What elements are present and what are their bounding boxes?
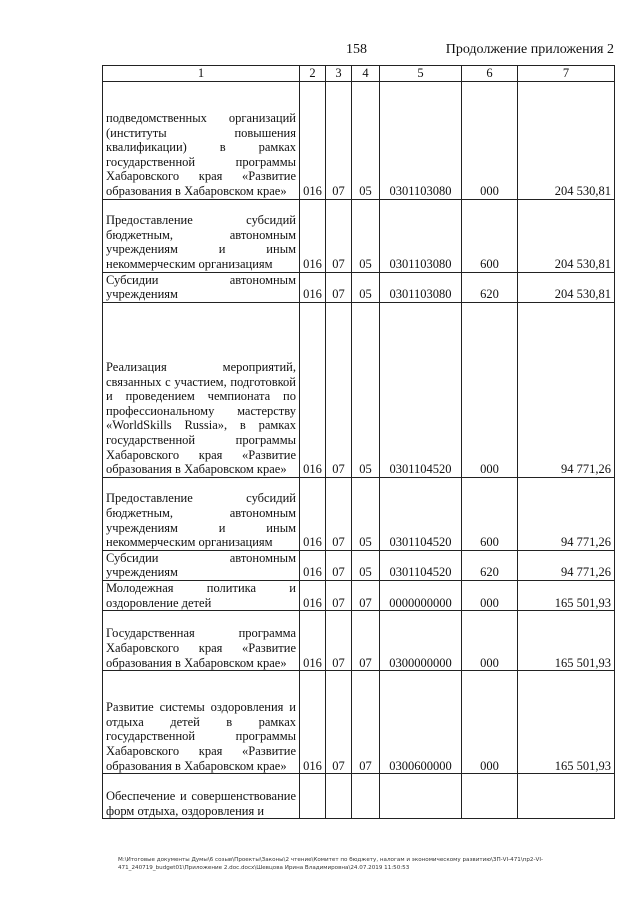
row-value-cell: 07 bbox=[326, 550, 352, 580]
row-value-cell: 165 501,93 bbox=[518, 580, 615, 610]
row-value-cell: 0301103080 bbox=[380, 272, 462, 302]
row-value-cell: 05 bbox=[352, 550, 380, 580]
row-value-cell: 05 bbox=[352, 302, 380, 477]
row-value-cell: 204 530,81 bbox=[518, 81, 615, 199]
row-value-cell: 0301104520 bbox=[380, 302, 462, 477]
row-value-cell: 016 bbox=[300, 81, 326, 199]
table-row bbox=[103, 671, 615, 774]
row-value-cell: 620 bbox=[462, 550, 518, 580]
row-value-cell: 05 bbox=[352, 477, 380, 550]
row-value-cell bbox=[300, 774, 326, 819]
row-value-cell: 05 bbox=[352, 199, 380, 272]
row-value-cell: 016 bbox=[300, 199, 326, 272]
row-value-cell: 07 bbox=[352, 580, 380, 610]
row-value-cell: 000 bbox=[462, 81, 518, 199]
table-row bbox=[103, 550, 615, 580]
table-row bbox=[103, 272, 615, 302]
row-value-cell: 016 bbox=[300, 302, 326, 477]
row-value-cell: 204 530,81 bbox=[518, 199, 615, 272]
table-header-row bbox=[103, 66, 615, 82]
row-value-cell: 07 bbox=[326, 477, 352, 550]
row-value-cell: 165 501,93 bbox=[518, 671, 615, 774]
row-value-cell: 204 530,81 bbox=[518, 272, 615, 302]
row-name-cell: Развитие системы оздоровления и отдыха детей в рамках государственной программы Хабаровского края «Развитие образования в Хабаровском крае» bbox=[103, 671, 300, 774]
continuation-label: Продолжение приложения 2 bbox=[445, 42, 614, 57]
column-header: 4 bbox=[352, 66, 380, 82]
row-value-cell: 07 bbox=[326, 81, 352, 199]
row-value-cell: 600 bbox=[462, 199, 518, 272]
row-value-cell: 0300000000 bbox=[380, 611, 462, 671]
table-row bbox=[103, 199, 615, 272]
row-value-cell: 165 501,93 bbox=[518, 611, 615, 671]
column-header: 7 bbox=[518, 66, 615, 82]
row-value-cell bbox=[380, 774, 462, 819]
row-value-cell: 07 bbox=[352, 611, 380, 671]
row-value-cell: 0300600000 bbox=[380, 671, 462, 774]
row-name-cell: Субсидии автономным учреждениям bbox=[103, 550, 300, 580]
table-row bbox=[103, 580, 615, 610]
row-value-cell: 000 bbox=[462, 671, 518, 774]
column-header: 2 bbox=[300, 66, 326, 82]
row-name-cell: Субсидии автономным учреждениям bbox=[103, 272, 300, 302]
table-row bbox=[103, 774, 615, 819]
page-number: 158 bbox=[346, 42, 367, 57]
row-name-cell: Обеспечение и совершенствование форм отдыха, оздоровления и bbox=[103, 774, 300, 819]
row-value-cell: 94 771,26 bbox=[518, 550, 615, 580]
row-name-cell: Предоставление субсидий бюджетным, автономным учреждениям и иным некоммерческим организациям bbox=[103, 199, 300, 272]
row-value-cell: 07 bbox=[326, 611, 352, 671]
row-value-cell: 016 bbox=[300, 580, 326, 610]
row-value-cell bbox=[326, 774, 352, 819]
row-value-cell: 620 bbox=[462, 272, 518, 302]
budget-table bbox=[102, 65, 615, 819]
row-value-cell: 07 bbox=[352, 671, 380, 774]
row-value-cell: 000 bbox=[462, 580, 518, 610]
row-value-cell: 07 bbox=[326, 199, 352, 272]
row-value-cell: 94 771,26 bbox=[518, 302, 615, 477]
row-value-cell: 0301103080 bbox=[380, 81, 462, 199]
row-value-cell: 07 bbox=[326, 671, 352, 774]
row-value-cell: 05 bbox=[352, 81, 380, 199]
row-name-cell: подведомственных организаций (институты повышения квалификации) в рамках государственной программы Хабаровского края «Развитие образования в Хабаровском крае» bbox=[103, 81, 300, 199]
table-row bbox=[103, 477, 615, 550]
column-header: 1 bbox=[103, 66, 300, 82]
file-path-footer: М:\Итоговые документы Думы\6 созыв\Проекты\Законы\2 чтение\Комитет по бюджету, налогам и экономическому развитию\ЗП-VI-471\пр2-VI-471_240719_budget01\Приложение 2.doc.docx\Шевцова Ирина Владимировна\24.07.2019 11:50:53 bbox=[118, 857, 543, 871]
row-value-cell: 0301103080 bbox=[380, 199, 462, 272]
table-row bbox=[103, 81, 615, 199]
table-row bbox=[103, 302, 615, 477]
column-header: 6 bbox=[462, 66, 518, 82]
row-value-cell: 0301104520 bbox=[380, 477, 462, 550]
table-row bbox=[103, 611, 615, 671]
row-value-cell bbox=[518, 774, 615, 819]
row-value-cell: 000 bbox=[462, 302, 518, 477]
column-header: 5 bbox=[380, 66, 462, 82]
row-value-cell: 000 bbox=[462, 611, 518, 671]
row-value-cell: 016 bbox=[300, 611, 326, 671]
row-value-cell: 07 bbox=[326, 302, 352, 477]
row-value-cell: 016 bbox=[300, 550, 326, 580]
row-name-cell: Государственная программа Хабаровского края «Развитие образования в Хабаровском крае» bbox=[103, 611, 300, 671]
row-value-cell: 0301104520 bbox=[380, 550, 462, 580]
row-name-cell: Предоставление субсидий бюджетным, автономным учреждениям и иным некоммерческим организациям bbox=[103, 477, 300, 550]
row-name-cell: Молодежная политика и оздоровление детей bbox=[103, 580, 300, 610]
row-value-cell bbox=[462, 774, 518, 819]
row-value-cell: 94 771,26 bbox=[518, 477, 615, 550]
row-value-cell: 600 bbox=[462, 477, 518, 550]
row-value-cell: 016 bbox=[300, 671, 326, 774]
row-value-cell: 07 bbox=[326, 272, 352, 302]
row-name-cell: Реализация мероприятий, связанных с участием, подготовкой и проведением чемпионата по профессиональному мастерству «WorldSkills Russia», в рамках государственной программы Хабаровского края «Развитие образования в Хабаровском крае» bbox=[103, 302, 300, 477]
row-value-cell: 05 bbox=[352, 272, 380, 302]
row-value-cell bbox=[352, 774, 380, 819]
row-value-cell: 0000000000 bbox=[380, 580, 462, 610]
row-value-cell: 07 bbox=[326, 580, 352, 610]
column-header: 3 bbox=[326, 66, 352, 82]
row-value-cell: 016 bbox=[300, 477, 326, 550]
row-value-cell: 016 bbox=[300, 272, 326, 302]
